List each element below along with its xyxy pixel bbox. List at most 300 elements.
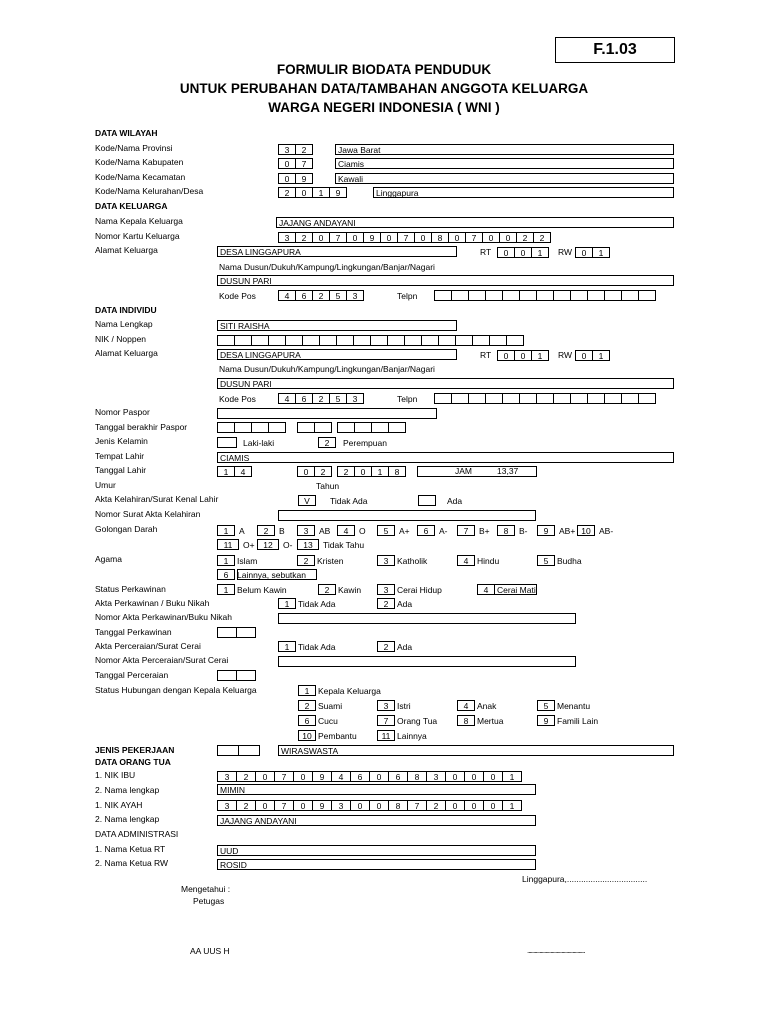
goldar-box[interactable]	[257, 525, 274, 536]
nik-ayah[interactable]	[217, 800, 521, 811]
rt-keluarga-cell[interactable]: 0	[514, 247, 532, 258]
goldar-box[interactable]	[217, 539, 238, 550]
pekerjaan-code[interactable]	[217, 745, 259, 756]
hub-box-cell[interactable]: 10	[298, 730, 316, 741]
telp-individu-cell[interactable]	[638, 393, 656, 404]
rw-keluarga[interactable]	[575, 247, 609, 258]
kodepos-keluarga-cell[interactable]: 4	[278, 290, 296, 301]
rt-individu[interactable]	[497, 350, 548, 361]
tgl-dd[interactable]	[217, 466, 251, 477]
jam-box[interactable]	[417, 466, 537, 477]
nik-field-cell[interactable]	[353, 335, 371, 346]
hub-box[interactable]	[377, 730, 394, 741]
kodepos-keluarga-cell[interactable]: 6	[295, 290, 313, 301]
telp-individu[interactable]	[434, 393, 655, 404]
nik-ayah-cell[interactable]: 0	[483, 800, 503, 811]
nik-field-cell[interactable]	[455, 335, 473, 346]
nik-ayah-cell[interactable]: 0	[255, 800, 275, 811]
section-individu: DATA INDIVIDU	[95, 305, 157, 315]
akta-box-2[interactable]	[418, 495, 435, 506]
tgl-yyyy-cell[interactable]: 0	[354, 466, 372, 477]
hub-Lainnya: Lainnya	[397, 731, 427, 741]
nik-ayah-cell[interactable]: 2	[236, 800, 256, 811]
goldar-box-cell[interactable]: 3	[297, 525, 315, 536]
goldar-box-cell[interactable]: 13	[297, 539, 319, 550]
telp-individu-cell[interactable]	[519, 393, 537, 404]
label-nama-ayah: 2. Nama lengkap	[95, 814, 160, 824]
pekerjaan-code-cell[interactable]	[217, 745, 239, 756]
nik-field-cell[interactable]	[234, 335, 252, 346]
nik-ayah-cell[interactable]: 0	[464, 800, 484, 811]
hub-box-cell[interactable]: 4	[457, 700, 475, 711]
telp-keluarga-cell[interactable]	[485, 290, 503, 301]
hub-box-cell[interactable]: 2	[298, 700, 316, 711]
hub-box[interactable]	[457, 715, 474, 726]
telp-keluarga-cell[interactable]	[621, 290, 639, 301]
agama-box[interactable]	[297, 555, 314, 566]
kelurahan-code-cell[interactable]: 2	[278, 187, 296, 198]
nik-field-cell[interactable]	[251, 335, 269, 346]
agama-box-cell[interactable]: 1	[217, 555, 235, 566]
rw-keluarga-cell[interactable]: 1	[592, 247, 610, 258]
tgl-paspor-cell[interactable]	[217, 422, 235, 433]
form-title-3: WARGA NEGERI INDONESIA ( WNI )	[268, 100, 500, 115]
agama-box[interactable]	[537, 555, 554, 566]
nik-ibu-cell[interactable]: 0	[464, 771, 484, 782]
telp-keluarga-cell[interactable]	[587, 290, 605, 301]
agama-box-cell[interactable]: 6	[217, 569, 235, 580]
kawin-box[interactable]	[318, 584, 335, 595]
nik-ibu[interactable]	[217, 771, 521, 782]
telp-individu-cell[interactable]	[553, 393, 571, 404]
goldar-box[interactable]	[537, 525, 554, 536]
telp-keluarga-cell[interactable]	[638, 290, 656, 301]
telp-keluarga-cell[interactable]	[553, 290, 571, 301]
tgl-paspor-mm[interactable]	[297, 422, 331, 433]
kabupaten-name[interactable]: Ciamis	[335, 158, 674, 169]
paspor-field[interactable]	[217, 408, 437, 419]
agama-box[interactable]	[457, 555, 474, 566]
telp-keluarga-cell[interactable]	[570, 290, 588, 301]
ketua-rt-field[interactable]: UUD	[217, 845, 536, 856]
nik-ayah-cell[interactable]: 1	[502, 800, 522, 811]
akta-kawin-box-2[interactable]	[377, 598, 394, 609]
tgl-paspor-mm-cell[interactable]	[314, 422, 332, 433]
rw-keluarga-cell[interactable]: 0	[575, 247, 593, 258]
no-akta-kawin-field[interactable]	[278, 613, 576, 624]
provinsi-code-cell[interactable]: 2	[295, 144, 313, 155]
kawin-4-box[interactable]	[477, 584, 537, 595]
goldar-box-cell[interactable]: 5	[377, 525, 395, 536]
kk-number-cell[interactable]: 0	[346, 232, 364, 243]
kk-number-cell[interactable]: 0	[448, 232, 466, 243]
tgl-kawin-cell[interactable]	[217, 627, 237, 638]
goldar-box[interactable]	[497, 525, 514, 536]
nik-field-cell[interactable]	[285, 335, 303, 346]
form-title-1: FORMULIR BIODATA PENDUDUK	[276, 62, 492, 77]
tgl-paspor[interactable]	[217, 422, 285, 433]
kecamatan-code[interactable]	[278, 173, 312, 184]
hub-box[interactable]	[377, 715, 394, 726]
hub-box-cell[interactable]: 8	[457, 715, 475, 726]
goldar-box[interactable]	[257, 539, 278, 550]
jk-box-1[interactable]	[217, 437, 236, 448]
kelurahan-code-cell[interactable]: 9	[329, 187, 347, 198]
nik-field-cell[interactable]	[387, 335, 405, 346]
kecamatan-code-cell[interactable]: 9	[295, 173, 313, 184]
telp-keluarga-cell[interactable]	[519, 290, 537, 301]
nik-field-cell[interactable]	[438, 335, 456, 346]
telp-individu-cell[interactable]	[468, 393, 486, 404]
telp-label-2: Telpn	[397, 394, 418, 404]
goldar-box[interactable]	[337, 525, 354, 536]
kk-number-cell[interactable]: 2	[533, 232, 551, 243]
nik-ibu-cell[interactable]: 6	[350, 771, 370, 782]
telp-keluarga-cell[interactable]	[468, 290, 486, 301]
nik-field-cell[interactable]	[217, 335, 235, 346]
nik-ayah-cell[interactable]: 3	[217, 800, 237, 811]
nik-ibu-cell[interactable]: 4	[331, 771, 351, 782]
akta-cerai-box-2-cell[interactable]: 2	[377, 641, 395, 652]
kelurahan-name[interactable]: Linggapura	[373, 187, 674, 198]
kodepos-individu-cell[interactable]: 3	[346, 393, 364, 404]
tgl-mm-cell[interactable]: 2	[314, 466, 332, 477]
agama-box[interactable]	[217, 555, 234, 566]
nama-field[interactable]: SITI RAISHA	[217, 320, 457, 331]
hub-box-cell[interactable]: 3	[377, 700, 395, 711]
nik-ibu-cell[interactable]: 9	[312, 771, 332, 782]
akta-ada: Ada	[447, 496, 463, 506]
petugas-name: AA UUS H	[190, 946, 230, 956]
telp-individu-cell[interactable]	[485, 393, 503, 404]
rt-keluarga[interactable]	[497, 247, 548, 258]
rt-individu-cell[interactable]: 1	[531, 350, 549, 361]
kabupaten-code[interactable]	[278, 158, 312, 169]
goldar-box-cell[interactable]: 2	[257, 525, 275, 536]
akta-box-1-cell[interactable]: V	[298, 495, 316, 506]
agama-box[interactable]	[217, 569, 234, 580]
goldar-box[interactable]	[577, 525, 594, 536]
no-akta-cerai-field[interactable]	[278, 656, 576, 667]
telp-keluarga-cell[interactable]	[434, 290, 452, 301]
nik-ayah-cell[interactable]: 9	[312, 800, 332, 811]
hub-box-cell[interactable]: 1	[298, 685, 316, 696]
nik-ayah-cell[interactable]: 0	[350, 800, 370, 811]
label-pekerjaan: JENIS PEKERJAAN	[95, 745, 175, 755]
nama-ibu-field[interactable]: MIMIN	[217, 784, 536, 795]
nik-field-cell[interactable]	[404, 335, 422, 346]
label-kepala: Nama Kepala Keluarga	[95, 216, 183, 226]
label-nama-ibu: 2. Nama lengkap	[95, 785, 160, 795]
kk-number[interactable]	[278, 232, 550, 243]
nik-field-cell[interactable]	[370, 335, 388, 346]
ketua-rw-field[interactable]: ROSID	[217, 859, 536, 870]
nik-ibu-cell[interactable]: 2	[236, 771, 256, 782]
jk-box-2[interactable]	[318, 437, 335, 448]
akta-cerai-ada: Ada	[397, 642, 413, 652]
rt-keluarga-cell[interactable]: 1	[531, 247, 549, 258]
nik-field-cell[interactable]	[489, 335, 507, 346]
goldar-box[interactable]	[417, 525, 434, 536]
goldar-box-cell[interactable]: 7	[457, 525, 475, 536]
agama-box-cell[interactable]: 5	[537, 555, 555, 566]
provinsi-code[interactable]	[278, 144, 312, 155]
tgl-dd-cell[interactable]: 1	[217, 466, 235, 477]
tgl-paspor-yyyy[interactable]	[337, 422, 405, 433]
tgl-paspor-yyyy-cell[interactable]	[337, 422, 355, 433]
nik-ibu-cell[interactable]: 6	[388, 771, 408, 782]
kawin-box[interactable]	[377, 584, 394, 595]
nik-ibu-cell[interactable]: 0	[445, 771, 465, 782]
agama-box-cell[interactable]: 2	[297, 555, 315, 566]
goldar-box-cell[interactable]: 6	[417, 525, 435, 536]
tgl-yyyy-cell[interactable]: 8	[388, 466, 406, 477]
nik-field-cell[interactable]	[319, 335, 337, 346]
telp-keluarga-cell[interactable]	[536, 290, 554, 301]
goldar-B+: B+	[479, 526, 490, 536]
tgl-cerai[interactable]	[217, 670, 255, 681]
akta-cerai-box-cell[interactable]: 1	[278, 641, 296, 652]
goldar-box[interactable]	[217, 525, 234, 536]
hub-box[interactable]	[377, 700, 394, 711]
akta-cerai-box-2[interactable]	[377, 641, 394, 652]
kk-number-cell[interactable]: 0	[482, 232, 500, 243]
hub-box-cell[interactable]: 6	[298, 715, 316, 726]
rt-keluarga-cell[interactable]: 0	[497, 247, 515, 258]
tgl-cerai-cell[interactable]	[236, 670, 256, 681]
nik-ibu-cell[interactable]: 8	[407, 771, 427, 782]
kk-number-cell[interactable]: 0	[312, 232, 330, 243]
kk-number-cell[interactable]: 0	[414, 232, 432, 243]
agama-box-cell[interactable]: 4	[457, 555, 475, 566]
nik-ayah-cell[interactable]: 0	[445, 800, 465, 811]
kodepos-individu-cell[interactable]: 6	[295, 393, 313, 404]
tgl-paspor-cell[interactable]	[268, 422, 286, 433]
rw-individu-cell[interactable]: 0	[575, 350, 593, 361]
hub-box-cell[interactable]: 7	[377, 715, 395, 726]
telp-individu-cell[interactable]	[434, 393, 452, 404]
tgl-yyyy-cell[interactable]: 1	[371, 466, 389, 477]
akta-box-2-cell[interactable]	[418, 495, 436, 506]
nik-field[interactable]	[217, 335, 523, 346]
tgl-kawin[interactable]	[217, 627, 255, 638]
kawin-box-cell[interactable]: 4	[477, 584, 495, 595]
pekerjaan-field[interactable]: WIRASWASTA	[278, 745, 674, 756]
goldar-box[interactable]	[297, 539, 318, 550]
jk-box-2-cell[interactable]: 2	[318, 437, 336, 448]
kawin-box-cell[interactable]: 1	[217, 584, 235, 595]
hub-box[interactable]	[537, 700, 554, 711]
akta-box-1[interactable]	[298, 495, 315, 506]
akta-kawin-box[interactable]	[278, 598, 295, 609]
goldar-box-cell[interactable]: 8	[497, 525, 515, 536]
hub-Famili Lain: Famili Lain	[557, 716, 599, 726]
goldar-AB: AB	[319, 526, 331, 536]
goldar-box[interactable]	[377, 525, 394, 536]
telp-individu-cell[interactable]	[502, 393, 520, 404]
dusun-individu-field[interactable]: DUSUN PARI	[217, 378, 674, 389]
kk-number-cell[interactable]: 2	[516, 232, 534, 243]
goldar-box-cell[interactable]: 4	[337, 525, 355, 536]
akta-cerai-box[interactable]	[278, 641, 295, 652]
kk-number-cell[interactable]: 3	[278, 232, 296, 243]
nik-ibu-cell[interactable]: 3	[426, 771, 446, 782]
tgl-cerai-cell[interactable]	[217, 670, 237, 681]
kepala-field[interactable]: JAJANG ANDAYANI	[276, 217, 674, 228]
section-admin: DATA ADMINISTRASI	[95, 829, 179, 839]
kodepos-individu-cell[interactable]: 2	[312, 393, 330, 404]
hub-box[interactable]	[298, 715, 315, 726]
nik-ibu-cell[interactable]: 0	[255, 771, 275, 782]
hub-box[interactable]	[298, 700, 315, 711]
alamat-individu-field[interactable]: DESA LINGGAPURA	[217, 349, 457, 360]
nik-field-cell[interactable]	[302, 335, 320, 346]
kecamatan-name[interactable]: Kawali	[335, 173, 674, 184]
tgl-kawin-cell[interactable]	[236, 627, 256, 638]
nama-ayah-field[interactable]: JAJANG ANDAYANI	[217, 815, 536, 826]
label-goldar: Golongan Darah	[95, 524, 158, 534]
kk-number-cell[interactable]: 9	[363, 232, 381, 243]
hub-box[interactable]	[537, 715, 554, 726]
kk-number-cell[interactable]: 7	[329, 232, 347, 243]
goldar-box[interactable]	[457, 525, 474, 536]
agama-box-cell[interactable]: 3	[377, 555, 395, 566]
section-ortu: DATA ORANG TUA	[95, 757, 171, 767]
tempat-lahir-field[interactable]: CIAMIS	[217, 452, 674, 463]
dusun-keluarga-field[interactable]: DUSUN PARI	[217, 275, 674, 286]
tgl-paspor-mm-cell[interactable]	[297, 422, 315, 433]
kodepos-keluarga-cell[interactable]: 2	[312, 290, 330, 301]
tgl-paspor-yyyy-cell[interactable]	[371, 422, 389, 433]
kodepos-keluarga[interactable]	[278, 290, 363, 301]
kecamatan-code-cell[interactable]: 0	[278, 173, 296, 184]
agama-box[interactable]	[377, 555, 394, 566]
nik-ibu-cell[interactable]: 7	[274, 771, 294, 782]
nik-ayah-cell[interactable]: 0	[369, 800, 389, 811]
goldar-box-cell[interactable]: 9	[537, 525, 555, 536]
tgl-mm-cell[interactable]: 0	[297, 466, 315, 477]
nik-ayah-cell[interactable]: 0	[293, 800, 313, 811]
hub-box-cell[interactable]: 11	[377, 730, 395, 741]
kelurahan-code-cell[interactable]: 1	[312, 187, 330, 198]
agama-Hindu: Hindu	[477, 556, 500, 566]
telp-keluarga-cell[interactable]	[604, 290, 622, 301]
kelurahan-code[interactable]	[278, 187, 346, 198]
tgl-dd-cell[interactable]: 4	[234, 466, 252, 477]
kodepos-individu-cell[interactable]: 4	[278, 393, 296, 404]
kodepos-keluarga-cell[interactable]: 5	[329, 290, 347, 301]
nik-ayah-cell[interactable]: 8	[388, 800, 408, 811]
hub-box-cell[interactable]: 5	[537, 700, 555, 711]
kodepos-individu[interactable]	[278, 393, 363, 404]
kk-number-cell[interactable]: 7	[465, 232, 483, 243]
agama-lainnya-field[interactable]	[237, 569, 317, 580]
nik-ayah-cell[interactable]: 2	[426, 800, 446, 811]
goldar-box[interactable]	[297, 525, 314, 536]
no-akta-field[interactable]	[278, 510, 536, 521]
kawin-box-cell[interactable]: 2	[318, 584, 336, 595]
pekerjaan-code-cell[interactable]	[238, 745, 260, 756]
nik-ibu-cell[interactable]: 0	[483, 771, 503, 782]
telp-individu-cell[interactable]	[621, 393, 639, 404]
tgl-yyyy-cell[interactable]: 2	[337, 466, 355, 477]
nik-field-cell[interactable]	[421, 335, 439, 346]
kk-number-cell[interactable]: 8	[431, 232, 449, 243]
hub-box[interactable]	[298, 685, 315, 696]
kelurahan-code-cell[interactable]: 0	[295, 187, 313, 198]
nik-ibu-cell[interactable]: 1	[502, 771, 522, 782]
rt-individu-cell[interactable]: 0	[497, 350, 515, 361]
nik-ayah-cell[interactable]: 7	[274, 800, 294, 811]
nik-ibu-cell[interactable]: 3	[217, 771, 237, 782]
hub-box[interactable]	[457, 700, 474, 711]
jk-laki: Laki-laki	[243, 438, 275, 448]
kabupaten-code-cell[interactable]: 7	[295, 158, 313, 169]
nik-ibu-cell[interactable]: 0	[293, 771, 313, 782]
kk-number-cell[interactable]: 0	[380, 232, 398, 243]
jk-box-1-cell[interactable]	[217, 437, 237, 448]
nik-field-cell[interactable]	[336, 335, 354, 346]
telp-keluarga-cell[interactable]	[451, 290, 469, 301]
telp-individu-cell[interactable]	[604, 393, 622, 404]
kabupaten-code-cell[interactable]: 0	[278, 158, 296, 169]
akta-kawin-box-cell[interactable]: 1	[278, 598, 296, 609]
hub-box-cell[interactable]: 9	[537, 715, 555, 726]
kodepos-individu-cell[interactable]: 5	[329, 393, 347, 404]
hub-box[interactable]	[298, 730, 315, 741]
nik-ayah-cell[interactable]: 7	[407, 800, 427, 811]
kk-number-cell[interactable]: 0	[499, 232, 517, 243]
goldar-box-cell[interactable]: 11	[217, 539, 239, 550]
telp-individu-cell[interactable]	[451, 393, 469, 404]
goldar-box-cell[interactable]: 1	[217, 525, 235, 536]
nik-field-cell[interactable]	[472, 335, 490, 346]
kodepos-keluarga-cell[interactable]: 3	[346, 290, 364, 301]
section-keluarga: DATA KELUARGA	[95, 201, 168, 211]
tgl-paspor-yyyy-cell[interactable]	[388, 422, 406, 433]
tgl-paspor-cell[interactable]	[234, 422, 252, 433]
telp-keluarga[interactable]	[434, 290, 655, 301]
kawin-box-cell[interactable]: 3	[377, 584, 395, 595]
akta-kawin-box-2-cell[interactable]: 2	[377, 598, 395, 609]
telp-individu-cell[interactable]	[587, 393, 605, 404]
tgl-yyyy[interactable]	[337, 466, 405, 477]
form-title-2: UNTUK PERUBAHAN DATA/TAMBAHAN ANGGOTA KELUARGA	[179, 81, 589, 96]
tgl-paspor-yyyy-cell[interactable]	[354, 422, 372, 433]
rt-individu-cell[interactable]: 0	[514, 350, 532, 361]
tgl-paspor-cell[interactable]	[251, 422, 269, 433]
rw-individu-cell[interactable]: 1	[592, 350, 610, 361]
telp-keluarga-cell[interactable]	[502, 290, 520, 301]
nik-ayah-cell[interactable]: 3	[331, 800, 351, 811]
kawin-box[interactable]	[217, 584, 234, 595]
nik-ibu-cell[interactable]: 0	[369, 771, 389, 782]
label-agama: Agama	[95, 554, 122, 564]
tgl-mm[interactable]	[297, 466, 331, 477]
kk-number-cell[interactable]: 7	[397, 232, 415, 243]
alamat-keluarga-field[interactable]: DESA LINGGAPURA	[217, 246, 457, 257]
goldar-box-cell[interactable]: 10	[577, 525, 595, 536]
nik-field-cell[interactable]	[268, 335, 286, 346]
kk-number-cell[interactable]: 2	[295, 232, 313, 243]
nik-field-cell[interactable]	[506, 335, 524, 346]
telp-individu-cell[interactable]	[570, 393, 588, 404]
provinsi-name[interactable]: Jawa Barat	[335, 144, 674, 155]
rw-individu[interactable]	[575, 350, 609, 361]
telp-individu-cell[interactable]	[536, 393, 554, 404]
provinsi-code-cell[interactable]: 3	[278, 144, 296, 155]
goldar-box-cell[interactable]: 12	[257, 539, 279, 550]
